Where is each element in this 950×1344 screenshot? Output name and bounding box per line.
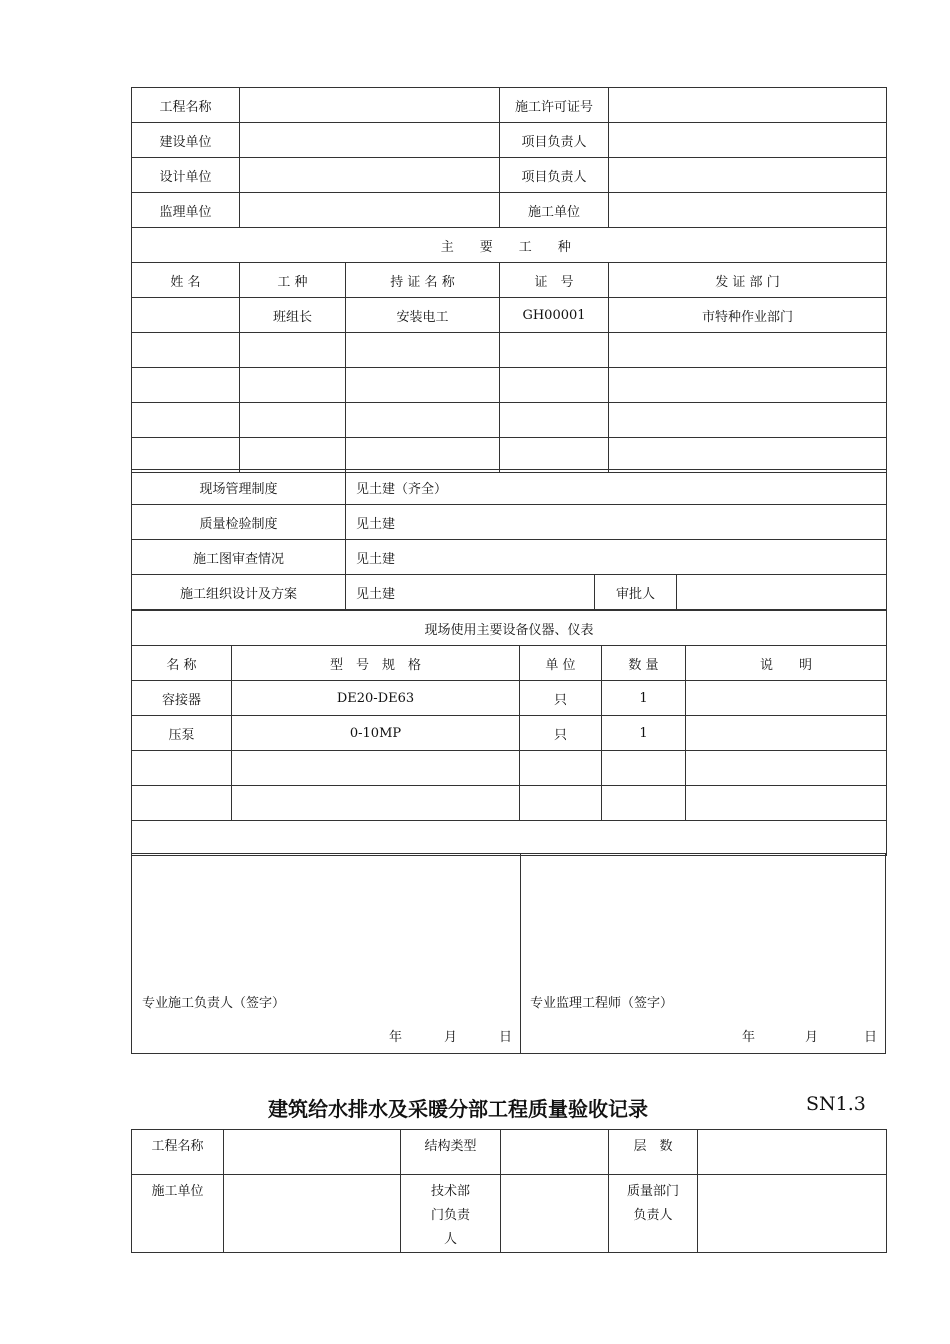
quality-dept-field[interactable] xyxy=(698,1175,887,1253)
worker-trade[interactable] xyxy=(240,438,346,473)
table-row xyxy=(132,438,887,473)
equipment-note[interactable] xyxy=(686,716,887,751)
contractor-field[interactable] xyxy=(224,1175,401,1253)
equipment-note[interactable] xyxy=(686,681,887,716)
equipment-qty[interactable]: 1 xyxy=(602,716,686,751)
equipment-table xyxy=(131,610,887,856)
builder-pm-label: 项目负责人 xyxy=(500,123,609,158)
quality-dept-label: 质量部门负责人 xyxy=(609,1175,698,1253)
year-label: 年 xyxy=(741,1030,755,1045)
month-label: 月 xyxy=(804,1030,818,1045)
table-row xyxy=(132,716,887,751)
worker-cert[interactable] xyxy=(346,368,500,403)
site-mgmt-label: 现场管理制度 xyxy=(132,470,346,505)
project-name-field[interactable] xyxy=(224,1130,401,1175)
worker-cert-no[interactable] xyxy=(500,333,609,368)
table-row xyxy=(132,505,887,540)
drawing-review-label: 施工图审查情况 xyxy=(132,540,346,575)
table-row xyxy=(132,88,887,123)
equipment-model[interactable]: 0-10MP xyxy=(232,716,520,751)
designer-label: 设计单位 xyxy=(132,158,240,193)
worker-name[interactable] xyxy=(132,438,240,473)
signature-block xyxy=(131,853,886,1054)
contractor-signature-label: 专业施工负责人（签字） xyxy=(142,996,286,1011)
year-label: 年 xyxy=(388,1030,402,1045)
supervisor-signature-date xyxy=(742,1026,877,1045)
equipment-unit[interactable] xyxy=(520,786,602,821)
floors-field[interactable] xyxy=(698,1130,887,1175)
builder-pm-field[interactable] xyxy=(609,123,887,158)
table-row xyxy=(132,158,887,193)
worker-trade[interactable]: 班组长 xyxy=(240,298,346,333)
permit-label: 施工许可证号 xyxy=(500,88,609,123)
table-row xyxy=(132,368,887,403)
equipment-model[interactable] xyxy=(232,751,520,786)
blank-row[interactable] xyxy=(132,821,887,856)
equipment-unit[interactable]: 只 xyxy=(520,681,602,716)
worker-cert[interactable] xyxy=(346,333,500,368)
table-row xyxy=(132,1175,887,1253)
builder-label: 建设单位 xyxy=(132,123,240,158)
management-systems-table xyxy=(131,469,887,610)
column-header: 姓 名 xyxy=(132,263,240,298)
worker-name[interactable] xyxy=(132,403,240,438)
table-row xyxy=(132,751,887,786)
tech-dept-field[interactable] xyxy=(501,1175,609,1253)
approver-label: 审批人 xyxy=(595,575,677,610)
column-header: 持 证 名 称 xyxy=(346,263,500,298)
worker-cert[interactable] xyxy=(346,438,500,473)
designer-pm-label: 项目负责人 xyxy=(500,158,609,193)
table-row xyxy=(132,786,887,821)
floors-label: 层 数 xyxy=(609,1130,698,1175)
builder-field[interactable] xyxy=(240,123,500,158)
structure-field[interactable] xyxy=(501,1130,609,1175)
acceptance-table xyxy=(131,1129,887,1253)
table-row xyxy=(132,193,887,228)
table-row xyxy=(132,540,887,575)
equipment-header: 现场使用主要设备仪器、仪表 xyxy=(132,611,887,646)
equipment-model[interactable] xyxy=(232,786,520,821)
table-row xyxy=(132,228,887,263)
site-mgmt-value[interactable]: 见土建（齐全） xyxy=(346,470,887,505)
equipment-qty[interactable] xyxy=(602,751,686,786)
project-name-label: 工程名称 xyxy=(132,1130,224,1175)
column-header: 单 位 xyxy=(520,646,602,681)
equipment-note[interactable] xyxy=(686,786,887,821)
month-label: 月 xyxy=(443,1030,457,1045)
table-header-row xyxy=(132,263,887,298)
contractor-signature-date xyxy=(389,1026,512,1045)
column-header: 名 称 xyxy=(132,646,232,681)
worker-cert-no[interactable]: GH00001 xyxy=(500,298,609,333)
org-design-value[interactable]: 见土建 xyxy=(346,575,595,610)
equipment-unit[interactable]: 只 xyxy=(520,716,602,751)
designer-pm-field[interactable] xyxy=(609,158,887,193)
table-row xyxy=(132,298,887,333)
worker-issuer[interactable] xyxy=(609,403,887,438)
worker-trade[interactable] xyxy=(240,403,346,438)
approver-field[interactable] xyxy=(677,575,887,610)
structure-label: 结构类型 xyxy=(401,1130,501,1175)
table-row xyxy=(132,470,887,505)
org-design-label: 施工组织设计及方案 xyxy=(132,575,346,610)
table-row xyxy=(132,821,887,856)
equipment-qty[interactable]: 1 xyxy=(602,681,686,716)
worker-trade[interactable] xyxy=(240,333,346,368)
table-row xyxy=(132,403,887,438)
worker-name[interactable] xyxy=(132,368,240,403)
quality-value[interactable]: 见土建 xyxy=(346,505,887,540)
worker-name[interactable] xyxy=(132,298,240,333)
equipment-name[interactable] xyxy=(132,751,232,786)
table-row xyxy=(132,681,887,716)
equipment-unit[interactable] xyxy=(520,751,602,786)
project-name-field[interactable] xyxy=(240,88,500,123)
main-trades-header: 主 要 工 种 xyxy=(132,228,887,263)
equipment-name[interactable]: 压泵 xyxy=(132,716,232,751)
worker-cert-no[interactable] xyxy=(500,403,609,438)
section-title: 建筑给水排水及采暖分部工程质量验收记录 xyxy=(268,1097,648,1121)
worker-issuer[interactable] xyxy=(609,438,887,473)
equipment-note[interactable] xyxy=(686,751,887,786)
worker-cert[interactable]: 安装电工 xyxy=(346,298,500,333)
form-code: SN1.3 xyxy=(806,1093,866,1115)
table-header-row xyxy=(132,646,887,681)
table-row xyxy=(132,333,887,368)
table-row xyxy=(132,123,887,158)
column-header: 说 明 xyxy=(686,646,887,681)
worker-name[interactable] xyxy=(132,333,240,368)
worker-issuer[interactable] xyxy=(609,333,887,368)
column-header: 工 种 xyxy=(240,263,346,298)
permit-field[interactable] xyxy=(609,88,887,123)
supervisor-signature-label: 专业监理工程师（签字） xyxy=(530,996,674,1011)
supervisor-label: 监理单位 xyxy=(132,193,240,228)
contractor-label: 施工单位 xyxy=(500,193,609,228)
worker-cert[interactable] xyxy=(346,403,500,438)
project-info-table xyxy=(131,87,887,473)
designer-field[interactable] xyxy=(240,158,500,193)
section-title-row xyxy=(0,1093,950,1121)
contractor-signature-area[interactable] xyxy=(132,854,521,1053)
supervisor-signature-area[interactable] xyxy=(520,854,885,1053)
worker-issuer[interactable]: 市特种作业部门 xyxy=(609,298,887,333)
table-row xyxy=(132,1130,887,1175)
supervisor-field[interactable] xyxy=(240,193,500,228)
column-header: 数 量 xyxy=(602,646,686,681)
worker-issuer[interactable] xyxy=(609,368,887,403)
column-header: 发 证 部 门 xyxy=(609,263,887,298)
tech-dept-label: 技术部门负责人 xyxy=(401,1175,501,1253)
quality-label: 质量检验制度 xyxy=(132,505,346,540)
day-label: 日 xyxy=(863,1030,877,1045)
worker-cert-no[interactable] xyxy=(500,438,609,473)
column-header: 型 号 规 格 xyxy=(232,646,520,681)
table-row xyxy=(132,575,887,610)
equipment-name[interactable]: 容接器 xyxy=(132,681,232,716)
equipment-qty[interactable] xyxy=(602,786,686,821)
contractor-field[interactable] xyxy=(609,193,887,228)
drawing-review-value[interactable]: 见土建 xyxy=(346,540,887,575)
equipment-model[interactable]: DE20-DE63 xyxy=(232,681,520,716)
contractor-label: 施工单位 xyxy=(132,1175,224,1253)
equipment-name[interactable] xyxy=(132,786,232,821)
project-name-label: 工程名称 xyxy=(132,88,240,123)
column-header: 证 号 xyxy=(500,263,609,298)
worker-trade[interactable] xyxy=(240,368,346,403)
day-label: 日 xyxy=(498,1030,512,1045)
table-row xyxy=(132,611,887,646)
worker-cert-no[interactable] xyxy=(500,368,609,403)
